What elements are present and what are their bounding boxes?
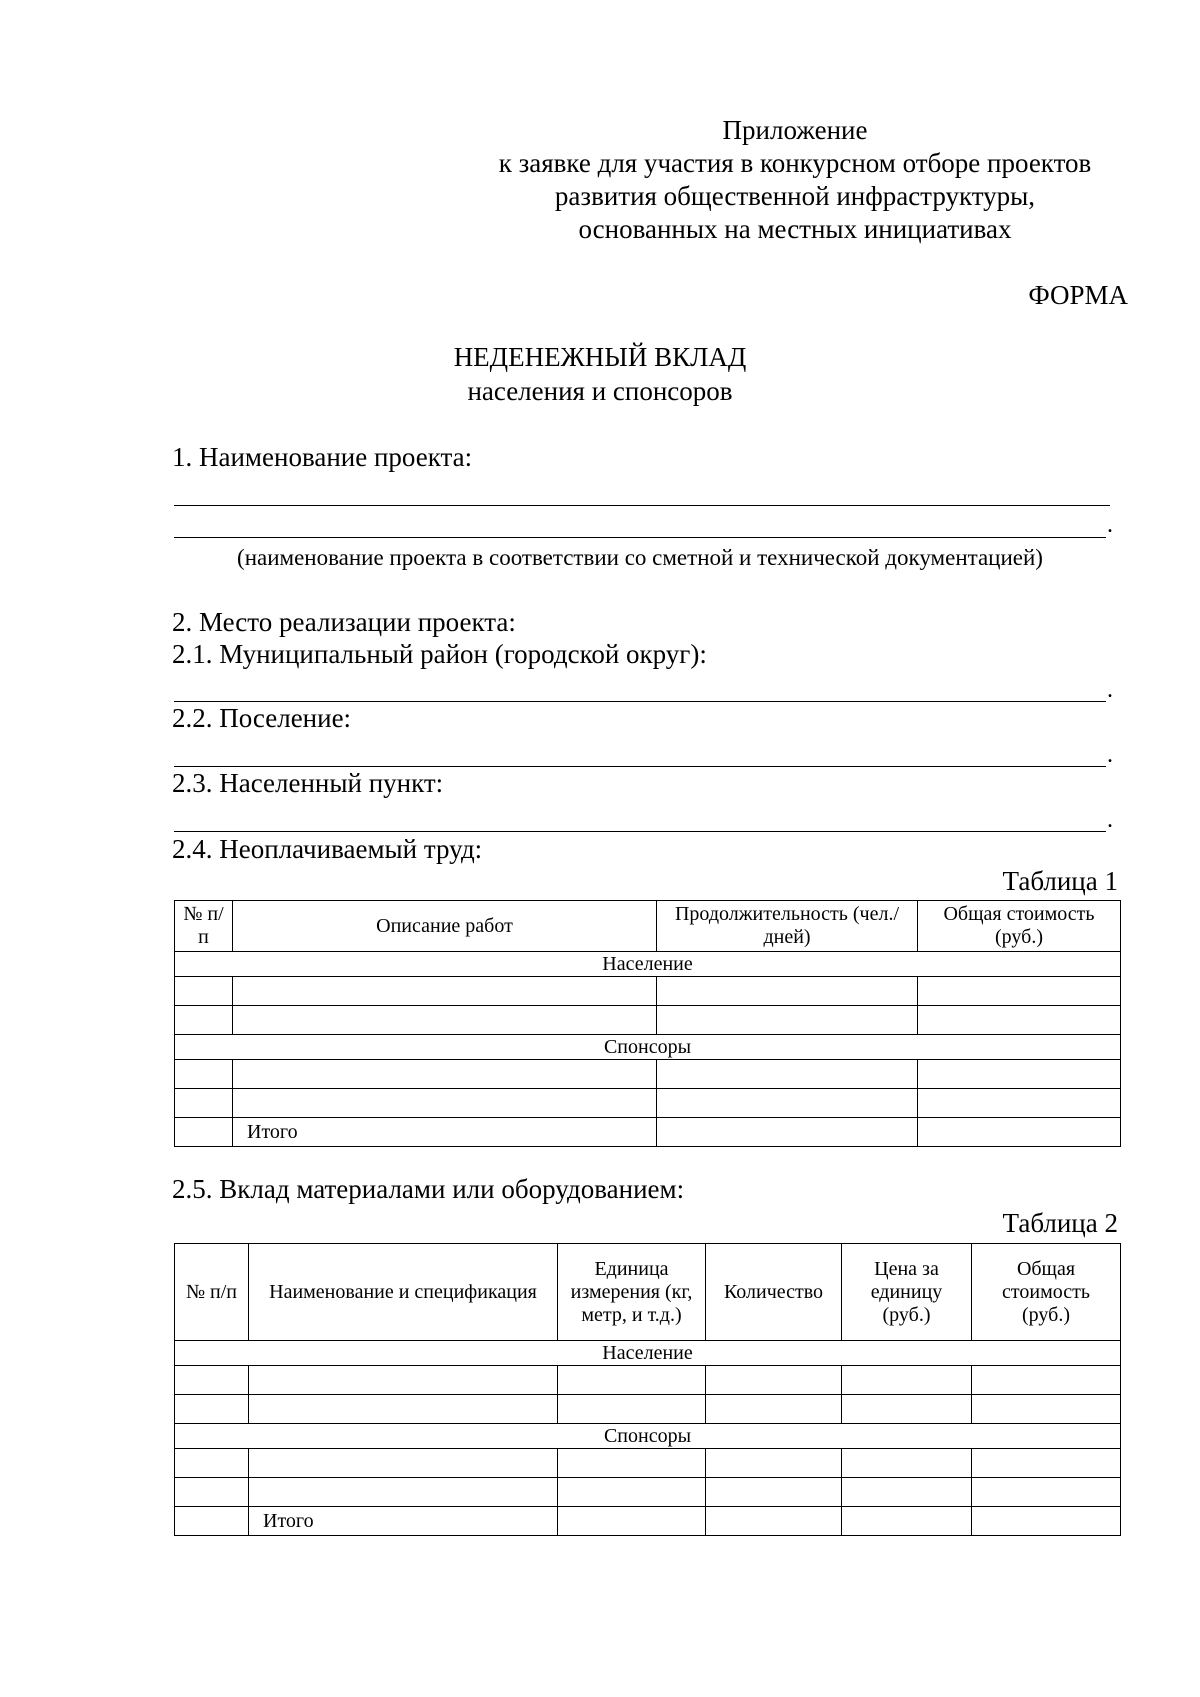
cell[interactable] [918, 1118, 1121, 1147]
group-sponsors: Спонсоры [175, 1424, 1121, 1449]
table2-caption: Таблица 2 [1002, 1208, 1118, 1238]
cell[interactable] [706, 1366, 842, 1395]
cell[interactable] [249, 1449, 558, 1478]
cell[interactable] [972, 1395, 1121, 1424]
total-row [175, 1507, 1121, 1536]
cell[interactable] [972, 1366, 1121, 1395]
cell[interactable] [706, 1395, 842, 1424]
cell[interactable] [657, 1089, 918, 1118]
cell[interactable] [175, 1060, 233, 1089]
appendix-line: к заявке для участия в конкурсном отборе проектов [498, 148, 1092, 178]
cell[interactable] [842, 1449, 972, 1478]
col-number-header: № п/п [175, 901, 233, 952]
district-label: 2.1. Муниципальный район (городской округ): [172, 639, 707, 669]
group-row [175, 1341, 1121, 1366]
line-end-dot: . [1107, 742, 1113, 768]
project-name-line-2[interactable] [174, 537, 1106, 538]
cell[interactable] [175, 1507, 249, 1536]
group-row [175, 1035, 1121, 1060]
cell[interactable] [706, 1478, 842, 1507]
group-row [175, 952, 1121, 977]
locality-line[interactable] [174, 831, 1106, 832]
cell[interactable] [918, 1006, 1121, 1035]
group-population: Население [175, 1341, 1121, 1366]
table-row [175, 1366, 1121, 1395]
settlement-label: 2.2. Поселение: [172, 703, 352, 733]
line-end-dot: . [1107, 807, 1113, 833]
settlement-line[interactable] [174, 766, 1106, 767]
project-name-caption: (наименование проекта в соответствии со сметной и технической документацией) [237, 545, 1043, 570]
group-population: Население [175, 952, 1121, 977]
table-row [175, 1449, 1121, 1478]
table-row [175, 1060, 1121, 1089]
cell[interactable] [558, 1366, 706, 1395]
locality-label: 2.3. Населенный пункт: [172, 768, 444, 798]
total-label: Итого [233, 1118, 657, 1147]
line-end-dot: . [1107, 677, 1113, 703]
table-row [175, 1478, 1121, 1507]
col-unit-header: Единица измерения (кг, метр, и т.д.) [558, 1244, 706, 1341]
cell[interactable] [249, 1395, 558, 1424]
project-name-line-1[interactable] [174, 505, 1110, 506]
col-work-description-header: Описание работ [233, 901, 657, 952]
cell[interactable] [842, 1507, 972, 1536]
table-row [175, 977, 1121, 1006]
cell[interactable] [842, 1478, 972, 1507]
cell[interactable] [233, 1089, 657, 1118]
location-label: 2. Место реализации проекта: [172, 607, 516, 637]
table-header-row [175, 901, 1121, 952]
col-quantity-header: Количество [706, 1244, 842, 1341]
line-end-dot: . [1107, 512, 1113, 538]
appendix-line: развития общественной инфраструктуры, [554, 181, 1036, 211]
col-name-spec-header: Наименование и спецификация [249, 1244, 558, 1341]
total-label: Итого [249, 1507, 558, 1536]
cell[interactable] [842, 1366, 972, 1395]
total-row [175, 1118, 1121, 1147]
table-row [175, 1089, 1121, 1118]
table1-caption: Таблица 1 [1002, 866, 1118, 896]
col-total-cost-header: Общая стоимость (руб.) [918, 901, 1121, 952]
cell[interactable] [706, 1449, 842, 1478]
title-sub: населения и спонсоров [467, 376, 733, 406]
cell[interactable] [233, 977, 657, 1006]
cell[interactable] [233, 1006, 657, 1035]
cell[interactable] [706, 1507, 842, 1536]
cell[interactable] [175, 977, 233, 1006]
project-name-label: 1. Наименование проекта: [172, 442, 473, 472]
cell[interactable] [972, 1478, 1121, 1507]
cell[interactable] [918, 1089, 1121, 1118]
cell[interactable] [175, 1366, 249, 1395]
cell[interactable] [175, 1449, 249, 1478]
table-header-row [175, 1244, 1121, 1341]
cell[interactable] [558, 1395, 706, 1424]
document-title [0, 340, 1200, 408]
appendix-header [460, 114, 1130, 246]
cell[interactable] [175, 1006, 233, 1035]
col-total-cost-header: Общая стоимость (руб.) [972, 1244, 1121, 1341]
group-sponsors: Спонсоры [175, 1035, 1121, 1060]
cell[interactable] [972, 1449, 1121, 1478]
col-unit-price-header: Цена за единицу (руб.) [842, 1244, 972, 1341]
cell[interactable] [249, 1366, 558, 1395]
table-row [175, 1006, 1121, 1035]
cell[interactable] [175, 1118, 233, 1147]
title-main: НЕДЕНЕЖНЫЙ ВКЛАД [453, 342, 747, 372]
unpaid-labor-label: 2.4. Неоплачиваемый труд: [172, 834, 483, 864]
materials-label: 2.5. Вклад материалами или оборудованием: [172, 1174, 685, 1204]
unpaid-labor-table [174, 900, 1121, 1147]
cell[interactable] [249, 1478, 558, 1507]
col-number-header: № п/п [175, 1244, 249, 1341]
cell[interactable] [233, 1060, 657, 1089]
cell[interactable] [972, 1507, 1121, 1536]
cell[interactable] [918, 977, 1121, 1006]
cell[interactable] [657, 1118, 918, 1147]
group-row [175, 1424, 1121, 1449]
cell[interactable] [558, 1449, 706, 1478]
col-duration-header: Продолжительность (чел./дней) [657, 901, 918, 952]
cell[interactable] [657, 1060, 918, 1089]
form-label: ФОРМА [1028, 280, 1128, 310]
cell[interactable] [175, 1089, 233, 1118]
cell[interactable] [558, 1478, 706, 1507]
cell[interactable] [175, 1395, 249, 1424]
cell[interactable] [657, 1006, 918, 1035]
table-row [175, 1395, 1121, 1424]
cell[interactable] [918, 1060, 1121, 1089]
cell[interactable] [558, 1507, 706, 1536]
cell[interactable] [175, 1478, 249, 1507]
cell[interactable] [842, 1395, 972, 1424]
appendix-line: Приложение [722, 115, 868, 145]
appendix-line: основанных на местных инициативах [578, 214, 1012, 244]
cell[interactable] [657, 977, 918, 1006]
district-line[interactable] [174, 701, 1106, 702]
materials-table [174, 1243, 1121, 1536]
